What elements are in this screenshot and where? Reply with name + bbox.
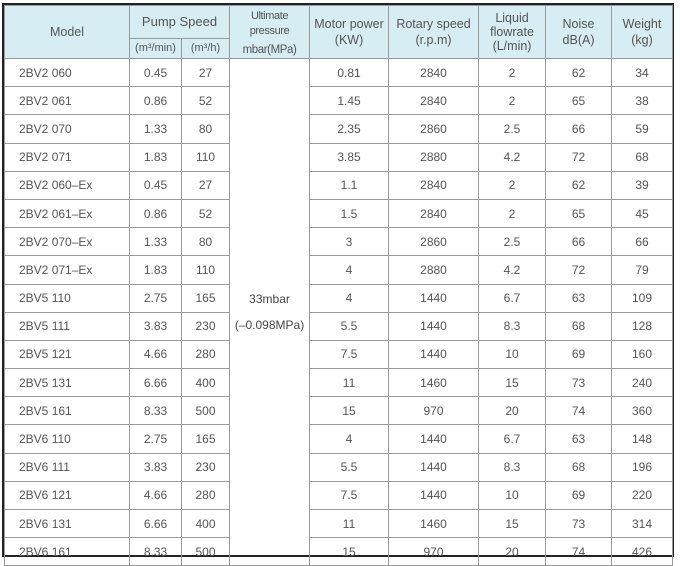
cell-weight: 314 <box>612 510 673 538</box>
cell-liquid: 6.7 <box>479 284 546 312</box>
header-noise <box>546 6 612 59</box>
table-row <box>5 425 673 453</box>
header-liquid-flowrate <box>479 6 546 59</box>
cell-liquid: 4.2 <box>479 256 546 284</box>
cell-power: 4 <box>310 284 389 312</box>
spec-table-frame <box>2 3 674 557</box>
cell-m3h: 80 <box>182 228 230 256</box>
cell-model: 2BV5 111 <box>5 312 130 340</box>
cell-weight: 45 <box>612 199 673 227</box>
cell-m3h: 52 <box>182 199 230 227</box>
cell-model: 2BV6 110 <box>5 425 130 453</box>
cell-m3h: 52 <box>182 87 230 115</box>
header-rotary-speed <box>389 6 479 59</box>
cell-rpm: 1440 <box>389 453 479 481</box>
cell-m3h: 27 <box>182 171 230 199</box>
cell-liquid: 2 <box>479 171 546 199</box>
cell-power: 11 <box>310 510 389 538</box>
cell-m3min: 1.83 <box>130 143 182 171</box>
header-noise-unit: dB(A) <box>562 33 595 47</box>
table-row <box>5 538 673 566</box>
cell-model: 2BV2 060 <box>5 59 130 87</box>
table-row <box>5 340 673 368</box>
table-row <box>5 312 673 340</box>
cell-weight: 148 <box>612 425 673 453</box>
cell-rpm: 1440 <box>389 425 479 453</box>
cell-weight: 109 <box>612 284 673 312</box>
cell-power: 5.5 <box>310 312 389 340</box>
cell-m3h: 110 <box>182 256 230 284</box>
cell-power: 3 <box>310 228 389 256</box>
header-rotary-speed-unit: (r.p.m) <box>415 33 452 47</box>
cell-noise: 62 <box>546 59 612 87</box>
cell-noise: 63 <box>546 425 612 453</box>
header-motor-power-unit: (KW) <box>334 33 364 47</box>
cell-m3min: 4.66 <box>130 481 182 509</box>
cell-m3h: 280 <box>182 340 230 368</box>
ultimate-pressure-value: 33mbar <box>249 292 290 307</box>
cell-noise: 65 <box>546 87 612 115</box>
cell-weight: 360 <box>612 397 673 425</box>
cell-noise: 66 <box>546 228 612 256</box>
cell-liquid: 8.3 <box>479 312 546 340</box>
cell-m3min: 2.75 <box>130 425 182 453</box>
cell-m3h: 230 <box>182 453 230 481</box>
header-ultimate-pressure <box>230 6 310 59</box>
cell-m3min: 6.66 <box>130 369 182 397</box>
cell-model: 2BV6 111 <box>5 453 130 481</box>
cell-model: 2BV2 071–Ex <box>5 256 130 284</box>
cell-noise: 73 <box>546 369 612 397</box>
cell-rpm: 1440 <box>389 481 479 509</box>
cell-noise: 74 <box>546 397 612 425</box>
table-row <box>5 171 673 199</box>
cell-liquid: 15 <box>479 369 546 397</box>
cell-weight: 79 <box>612 256 673 284</box>
cell-liquid: 2 <box>479 87 546 115</box>
cell-m3h: 280 <box>182 481 230 509</box>
cell-weight: 34 <box>612 59 673 87</box>
cell-rpm: 2840 <box>389 199 479 227</box>
cell-m3min: 8.33 <box>130 538 182 566</box>
cell-rpm: 1440 <box>389 312 479 340</box>
cell-m3h: 400 <box>182 510 230 538</box>
cell-power: 4 <box>310 425 389 453</box>
cell-m3min: 1.33 <box>130 115 182 143</box>
cell-liquid: 4.2 <box>479 143 546 171</box>
cell-weight: 160 <box>612 340 673 368</box>
table-row <box>5 284 673 312</box>
cell-liquid: 20 <box>479 397 546 425</box>
cell-m3h: 500 <box>182 397 230 425</box>
cell-rpm: 2840 <box>389 87 479 115</box>
cell-model: 2BV6 131 <box>5 510 130 538</box>
table-row <box>5 87 673 115</box>
cell-model: 2BV6 121 <box>5 481 130 509</box>
cell-power: 1.45 <box>310 87 389 115</box>
cell-liquid: 2.5 <box>479 228 546 256</box>
cell-noise: 68 <box>546 453 612 481</box>
cell-power: 5.5 <box>310 453 389 481</box>
header-model: Model <box>5 6 130 59</box>
table-row <box>5 59 673 87</box>
cell-model: 2BV6 161 <box>5 538 130 566</box>
cell-m3min: 6.66 <box>130 510 182 538</box>
table-row <box>5 199 673 227</box>
cell-weight: 128 <box>612 312 673 340</box>
header-noise-label: Noise <box>562 17 595 31</box>
cell-m3h: 27 <box>182 59 230 87</box>
header-motor-power <box>310 6 389 59</box>
header-ultimate-pressure-label: Ultimate pressure <box>249 10 290 37</box>
header-flowrate-label: flowrate <box>490 25 534 39</box>
cell-m3min: 4.66 <box>130 340 182 368</box>
table-row <box>5 256 673 284</box>
vacuum-pump-spec-table <box>4 5 673 566</box>
ultimate-pressure-mpa: (–0.098MPa) <box>234 318 305 333</box>
cell-weight: 68 <box>612 143 673 171</box>
header-liquid-label: Liquid <box>495 11 529 25</box>
cell-power: 11 <box>310 369 389 397</box>
cell-rpm: 2860 <box>389 228 479 256</box>
cell-m3min: 0.86 <box>130 199 182 227</box>
table-row <box>5 228 673 256</box>
cell-m3h: 165 <box>182 425 230 453</box>
cell-weight: 66 <box>612 228 673 256</box>
header-weight <box>612 6 673 59</box>
cell-liquid: 6.7 <box>479 425 546 453</box>
cell-weight: 39 <box>612 171 673 199</box>
cell-rpm: 2880 <box>389 143 479 171</box>
cell-weight: 426 <box>612 538 673 566</box>
cell-liquid: 2 <box>479 59 546 87</box>
header-pump-speed: Pump Speed <box>130 6 230 39</box>
cell-m3min: 0.45 <box>130 171 182 199</box>
cell-weight: 240 <box>612 369 673 397</box>
cell-noise: 72 <box>546 256 612 284</box>
cell-power: 3.85 <box>310 143 389 171</box>
cell-noise: 63 <box>546 284 612 312</box>
cell-power: 15 <box>310 397 389 425</box>
cell-power: 2.35 <box>310 115 389 143</box>
header-pump-speed-m3-h: (m³/h) <box>182 38 230 58</box>
cell-m3min: 0.86 <box>130 87 182 115</box>
table-row <box>5 115 673 143</box>
cell-rpm: 2840 <box>389 171 479 199</box>
cell-model: 2BV2 070 <box>5 115 130 143</box>
cell-m3min: 1.33 <box>130 228 182 256</box>
cell-m3min: 2.75 <box>130 284 182 312</box>
cell-m3min: 1.83 <box>130 256 182 284</box>
cell-model: 2BV2 061–Ex <box>5 199 130 227</box>
cell-noise: 66 <box>546 115 612 143</box>
cell-m3h: 165 <box>182 284 230 312</box>
table-row <box>5 143 673 171</box>
cell-m3min: 3.83 <box>130 312 182 340</box>
cell-noise: 65 <box>546 199 612 227</box>
cell-noise: 62 <box>546 171 612 199</box>
header-motor-power-label: Motor power <box>314 17 384 31</box>
cell-liquid: 15 <box>479 510 546 538</box>
cell-model: 2BV2 061 <box>5 87 130 115</box>
cell-model: 2BV2 071 <box>5 143 130 171</box>
cell-power: 1.5 <box>310 199 389 227</box>
cell-m3h: 230 <box>182 312 230 340</box>
cell-m3min: 0.45 <box>130 59 182 87</box>
cell-m3h: 110 <box>182 143 230 171</box>
cell-m3h: 400 <box>182 369 230 397</box>
table-row <box>5 453 673 481</box>
cell-power: 0.81 <box>310 59 389 87</box>
cell-noise: 69 <box>546 340 612 368</box>
cell-power: 7.5 <box>310 481 389 509</box>
cell-rpm: 2840 <box>389 59 479 87</box>
cell-m3min: 3.83 <box>130 453 182 481</box>
header-weight-unit: (kg) <box>631 33 653 47</box>
cell-model: 2BV5 110 <box>5 284 130 312</box>
cell-noise: 68 <box>546 312 612 340</box>
cell-noise: 73 <box>546 510 612 538</box>
table-row <box>5 369 673 397</box>
header-rotary-speed-label: Rotary speed <box>396 17 471 31</box>
cell-rpm: 2860 <box>389 115 479 143</box>
cell-liquid: 10 <box>479 481 546 509</box>
cell-noise: 74 <box>546 538 612 566</box>
cell-liquid: 2 <box>479 199 546 227</box>
header-pump-speed-m3-min: (m³/min) <box>130 38 182 58</box>
cell-model: 2BV5 161 <box>5 397 130 425</box>
cell-m3h: 80 <box>182 115 230 143</box>
cell-rpm: 970 <box>389 538 479 566</box>
cell-liquid: 20 <box>479 538 546 566</box>
cell-rpm: 1460 <box>389 510 479 538</box>
cell-model: 2BV5 131 <box>5 369 130 397</box>
cell-rpm: 1460 <box>389 369 479 397</box>
cell-weight: 38 <box>612 87 673 115</box>
cell-weight: 196 <box>612 453 673 481</box>
cell-noise: 69 <box>546 481 612 509</box>
cell-rpm: 2880 <box>389 256 479 284</box>
cell-noise: 72 <box>546 143 612 171</box>
cell-model: 2BV2 060–Ex <box>5 171 130 199</box>
table-row <box>5 481 673 509</box>
cell-rpm: 1440 <box>389 340 479 368</box>
cell-liquid: 2.5 <box>479 115 546 143</box>
table-header <box>5 6 673 59</box>
header-weight-label: Weight <box>622 17 662 31</box>
header-liquid-unit: (L/min) <box>492 39 532 53</box>
table-row <box>5 510 673 538</box>
cell-weight: 59 <box>612 115 673 143</box>
cell-weight: 220 <box>612 481 673 509</box>
table-row <box>5 397 673 425</box>
cell-power: 4 <box>310 256 389 284</box>
cell-m3min: 8.33 <box>130 397 182 425</box>
header-ultimate-pressure-unit: mbar(MPa) <box>242 44 297 56</box>
cell-power: 1.1 <box>310 171 389 199</box>
ultimate-pressure-cell <box>230 59 310 566</box>
cell-liquid: 10 <box>479 340 546 368</box>
cell-model: 2BV2 070–Ex <box>5 228 130 256</box>
cell-rpm: 970 <box>389 397 479 425</box>
cell-power: 15 <box>310 538 389 566</box>
cell-rpm: 1440 <box>389 284 479 312</box>
cell-m3h: 500 <box>182 538 230 566</box>
table-body <box>5 59 673 566</box>
cell-liquid: 8.3 <box>479 453 546 481</box>
cell-model: 2BV5 121 <box>5 340 130 368</box>
cell-power: 7.5 <box>310 340 389 368</box>
